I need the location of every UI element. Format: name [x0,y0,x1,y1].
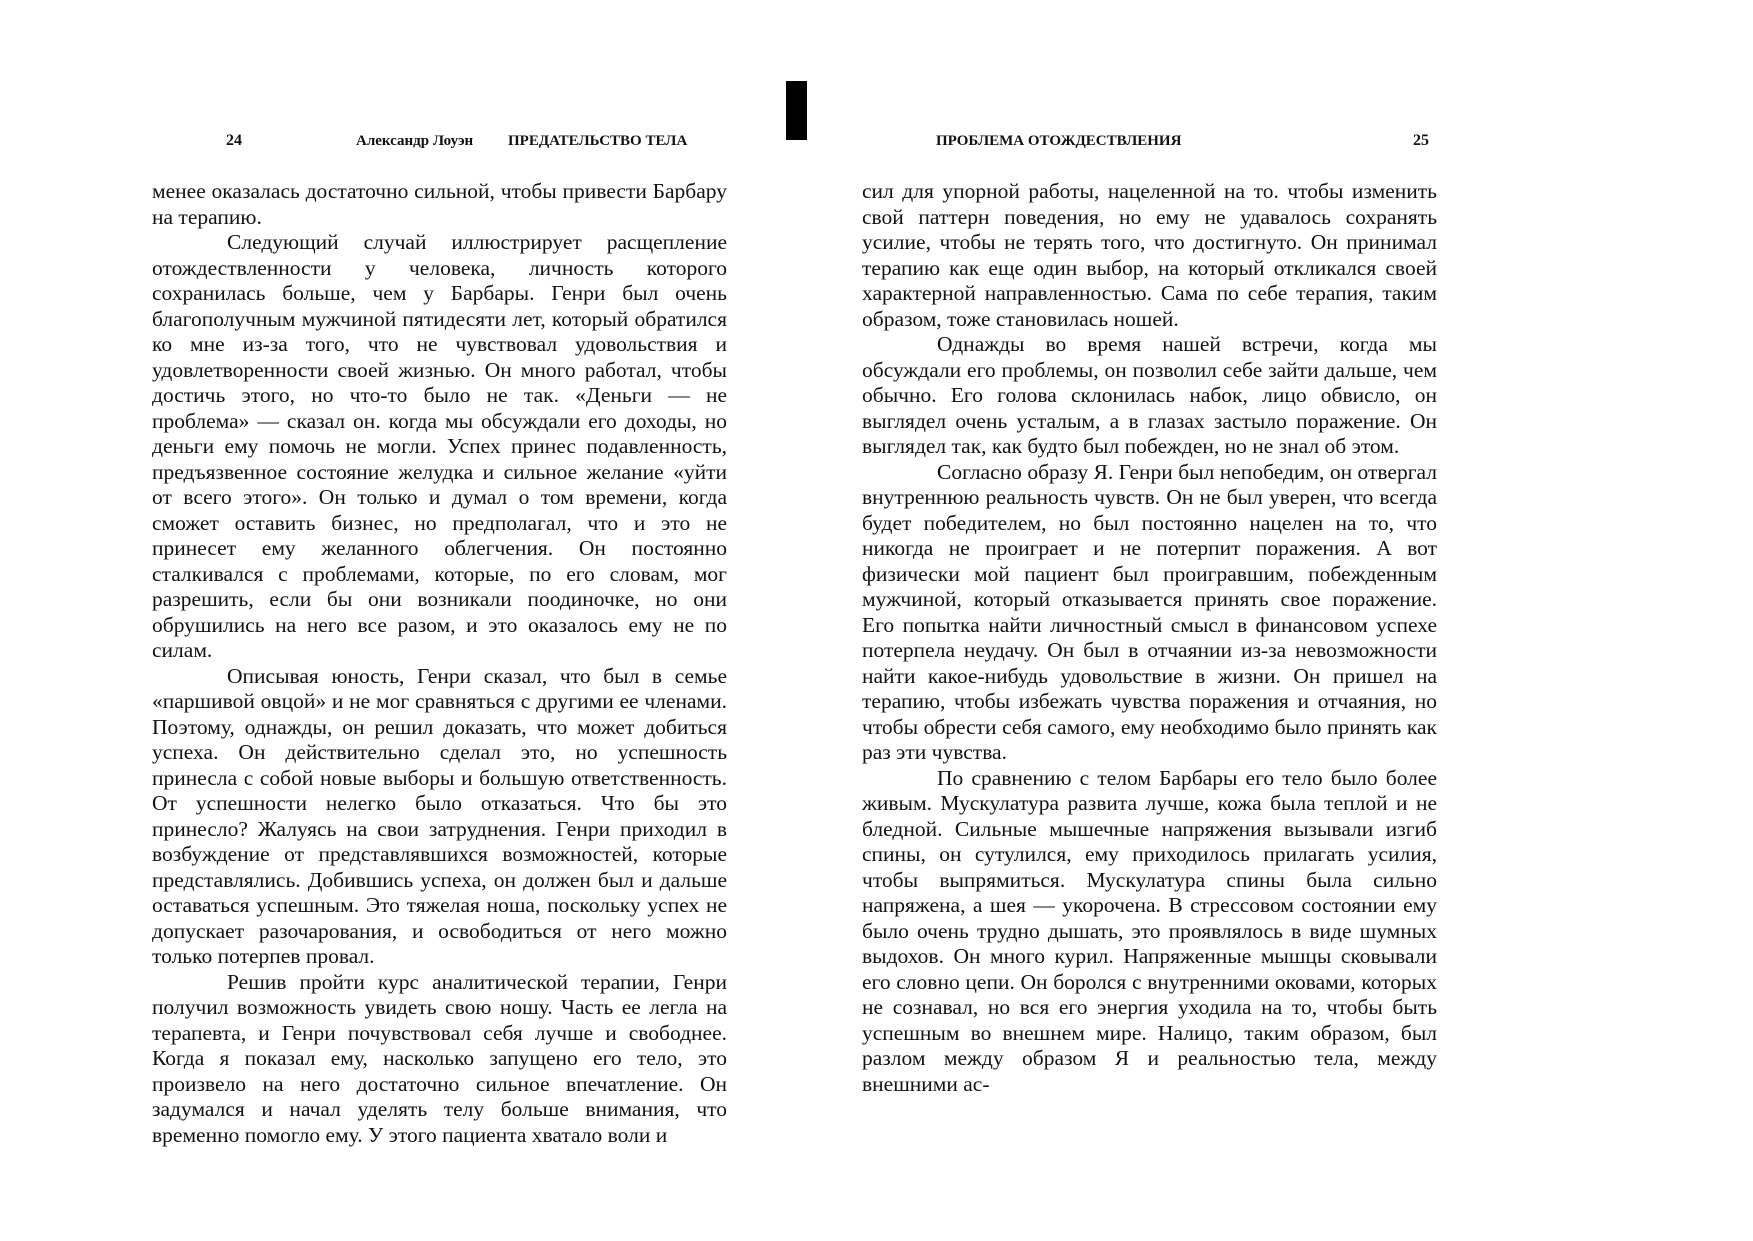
paragraph: Однажды во время нашей встречи, когда мы обсуждали его проблемы, он позволил себе зайти дальше, чем обычно. Его голова склонилась набок, лицо обвисло, он выглядел очень усталым, а в глазах застыло поражение. Он выглядел так, как будто был побежден, но не знал об этом. [862,332,1437,458]
paragraph: Согласно образу Я. Генри был непобедим, он отвергал внутреннюю реальность чувств. Он не был уверен, что всегда будет победителем, но был постоянно нацелен на то, что никогда не проиграет и не потерпит поражения. А вот физически мой пациент был проигравшим, побежденным мужчиной, который отказывается принять свое поражение. Его попытка найти личностный смысл в финансовом успехе потерпела неудачу. Он был в отчаянии из-за невозможности найти какое-нибудь удовольствие в жизни. Он пришел на терапию, чтобы избежать чувства поражения и отчаяния, но чтобы обрести себя самого, ему необходимо было принять как раз эти чувства. [862,459,1437,764]
paragraph: сил для упорной работы, нацеленной на то. чтобы изменить свой паттерн поведения, но ему не удавалось сохранять усилие, чтобы не терять того, что достигнуто. Он принимал терапию как еще один выбор, на который откликался своей характерной направленностью. Сама по себе терапия, таким образом, тоже становилась ношей. [862,179,1437,331]
running-head-author: Александр Лоуэн [356,133,474,149]
paragraph: Следующий случай иллюстрирует расщепление отождествленности у человека, личность которого сохранилась больше, чем у Барбары. Генри был очень благополучным мужчиной пятидесяти лет, который обратился ко мне из-за того, что не чувствовал удовольствия и удовлетворенности своей жизнью. Он много работал, чтобы достичь этого, но что-то было не так. «Деньги — не проблема» — сказал он. когда мы обсуждали его доходы, но деньги ему помочь не могли. Успех принес подавленность, предъязвенное состояние желудка и сильное желание «уйти от всего этого». Он только и думал о том времени, когда сможет оставить бизнес, но предполагал, что и это не принесет ему желанного облегчения. Он постоянно сталкивался с проблемами, которые, по его словам, мог разрешить, если бы они возникали поодиночке, но они обрушились на него все разом, и это оказалось ему не по силам. [152,230,727,662]
running-head-chapter-title: ПРОБЛЕМА ОТОЖДЕСТВЛЕНИЯ [936,133,1182,149]
paragraph: Решив пройти курс аналитической терапии, Генри получил возможность увидеть свою ношу. Часть ее легла на терапевта, и Генри почувствовал себя лучше и свободнее. Когда я показал ему, насколько запущено его тело, это произвело на него достаточно сильное впечатление. Он задумался и начал уделять телу больше внимания, что временно помогло ему. У этого пациента хватало воли и [152,969,727,1147]
left-page [0,0,860,1241]
paragraph: менее оказалась достаточно сильной, чтобы привести Барбару на терапию. [152,179,727,229]
right-page-body [862,179,1437,1097]
paragraph: По сравнению с телом Барбары его тело было более живым. Мускулатура развита лучше, кожа была теплой и не бледной. Сильные мышечные напряжения вызывали изгиб спины, он сутулился, ему приходилось прилагать усилия, чтобы выпрямиться. Мускулатура спины была сильно напряжена, а шея — укорочена. В стрессовом состоянии ему было очень трудно дышать, это проявлялось в виде шумных выдохов. Он много курил. Напряженные мышцы сковывали его словно цепи. Он боролся с внутренними оковами, которых не сознавал, но вся его энергия уходила на то, чтобы быть успешным во внешнем мире. Налицо, таким образом, был разлом между образом Я и реальностью тела, между внешними ас- [862,765,1437,1096]
running-head-book-title: ПРЕДАТЕЛЬСТВО ТЕЛА [508,133,688,149]
page-number-right: 25 [1413,132,1429,149]
page-number-left: 24 [226,132,242,149]
paragraph: Описывая юность, Генри сказал, что был в семье «паршивой овцой» и не мог сравняться с другими ее членами. Поэтому, однажды, он решил доказать, что может добиться успеха. Он действительно сделал это, но успешность принесла с собой новые выборы и большую ответственность. От успешности нелегко было отказаться. Что бы это принесло? Жалуясь на свои затруднения. Генри приходил в возбуждение от представлявшихся возможностей, которые представлялись. Добившись успеха, он должен был и дальше оставаться успешным. Это тяжелая ноша, поскольку успех не допускает разочарования, и освободиться от него можно только потерпев провал. [152,663,727,968]
right-page [860,0,1753,1241]
left-page-body [152,179,727,1148]
